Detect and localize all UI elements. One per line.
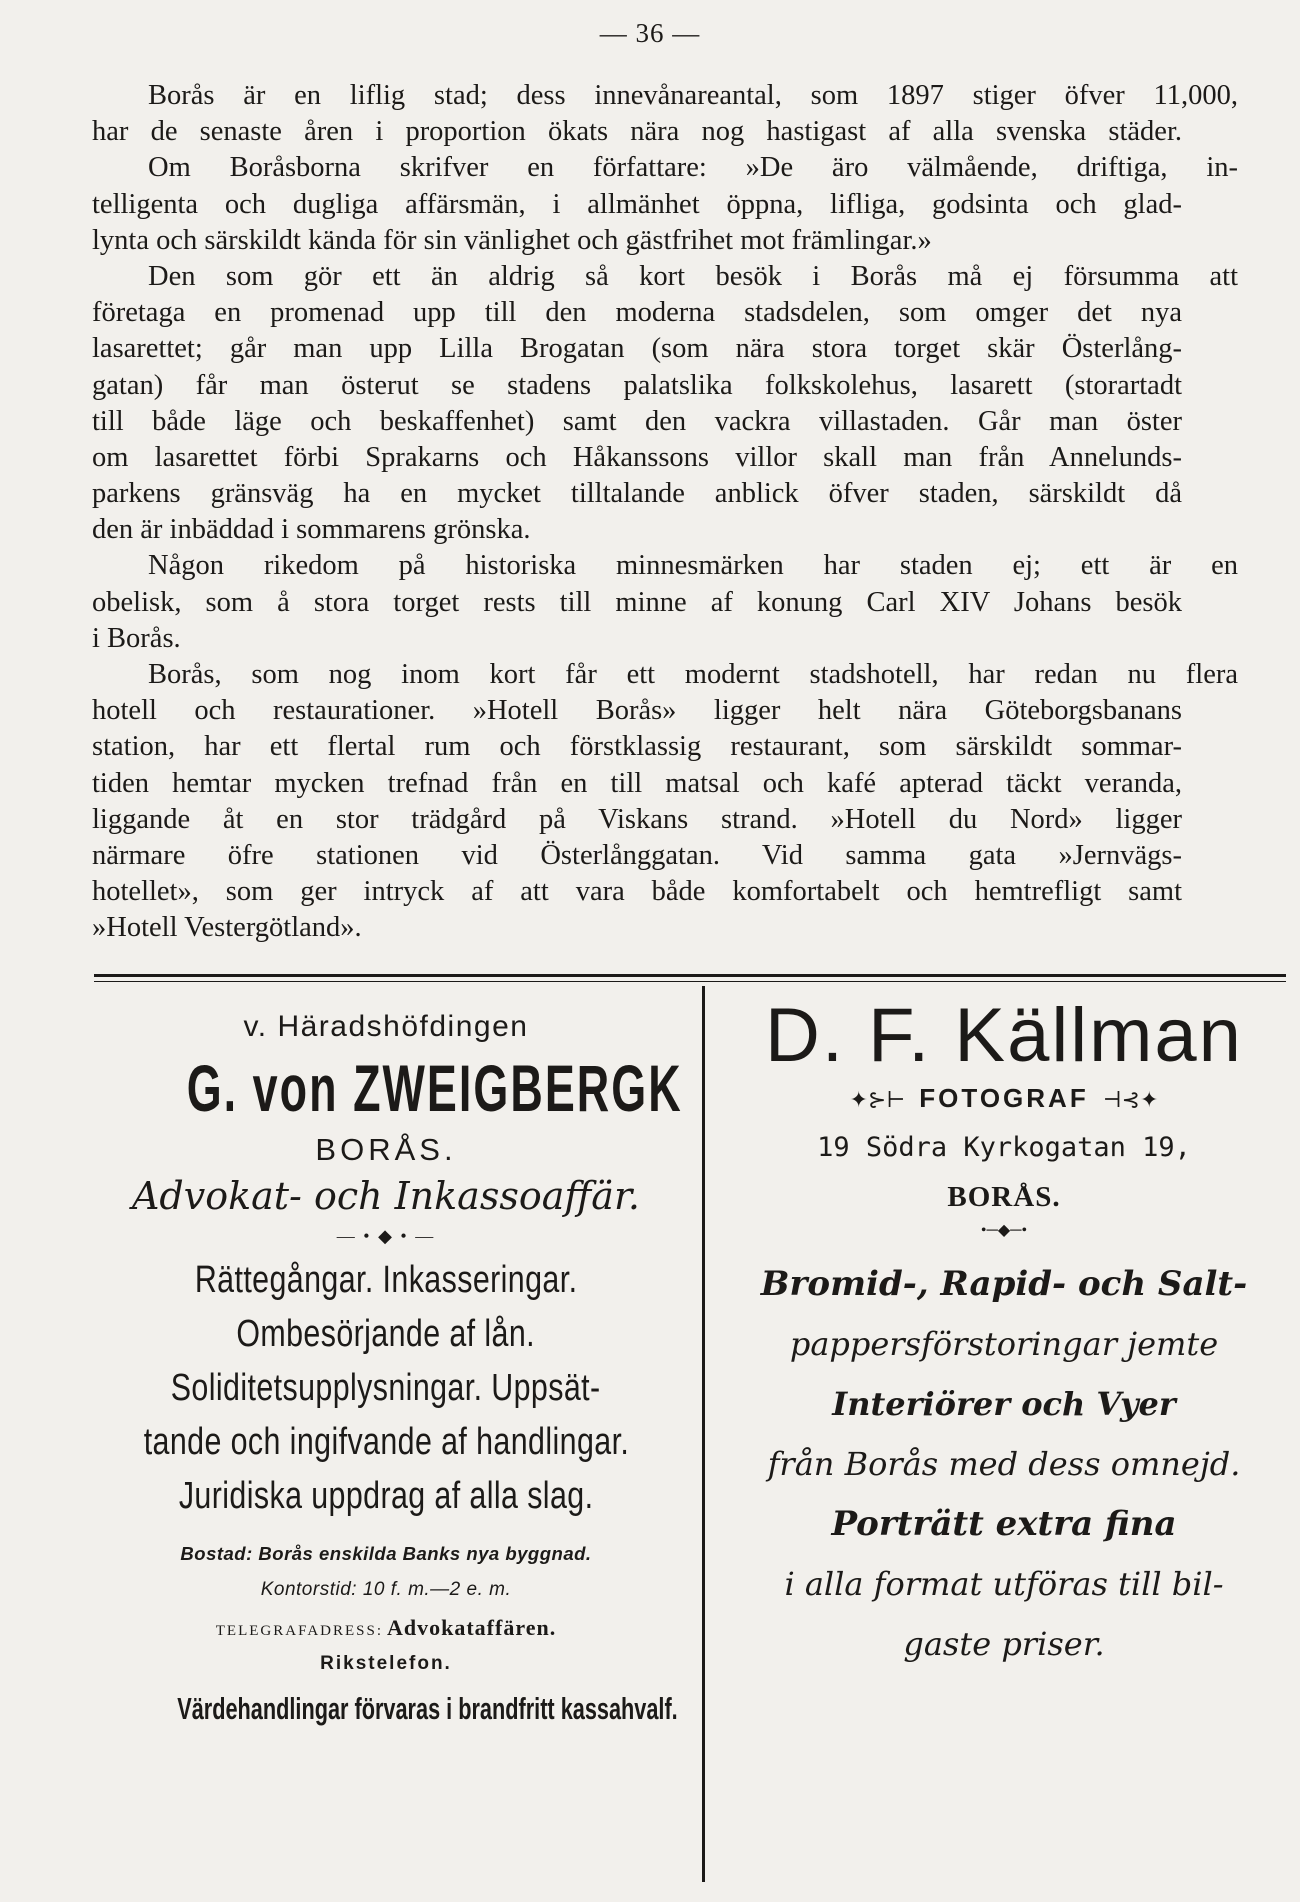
ornament-right-icon: ⊣⊰✦	[1102, 1087, 1159, 1112]
ads-column-divider	[702, 986, 705, 1882]
ad-city: BORÅS.	[315, 1132, 457, 1167]
body-line: »Hotell Vestergötland».	[92, 912, 362, 944]
ad-services	[70, 1259, 702, 1529]
body-line: Den som gör ett än aldrig så kort besök i Borås må ej försumma att	[148, 260, 1238, 292]
ad-telegraph-value: Advokataffären.	[387, 1615, 557, 1640]
body-line: närmare öfre stationen vid Österlånggatan. Vid samma gata »Jernvägs-	[92, 839, 1182, 871]
ad-title-line: v. Häradshöfdingen	[243, 1010, 529, 1043]
body-line: Borås är en liflig stad; dess innevånareantal, som 1897 stiger öfver 11,000,	[148, 80, 1238, 111]
body-line: gatan) får man österut se stadens palatslika folkskolehus, lasarett (storartadt	[92, 369, 1182, 401]
service-line: Rättegångar. Inkasseringar.	[194, 1259, 578, 1301]
body-line: i Borås.	[92, 622, 181, 654]
offering-line: gaste priser.	[903, 1625, 1105, 1663]
body-line: hotell och restaurationer. »Hotell Borås» ligger helt nära Göteborgsbanans	[92, 695, 1182, 727]
body-line: liggande åt en stor trädgård på Viskans strand. »Hotell du Nord» ligger	[92, 803, 1182, 835]
article-body	[92, 78, 1292, 947]
ads-thin-rule	[94, 981, 1286, 982]
ad-name: G. von ZWEIGBERGK	[186, 1051, 683, 1125]
advertisement-zweigbergk	[70, 1000, 702, 1725]
offering-line: i alla format utföras till bil-	[784, 1565, 1224, 1603]
ad-business: Advokat- och Inkassoaffär.	[131, 1174, 641, 1218]
body-line: tiden hemtar mycken trefnad från en till matsal och kafé apterad täckt veranda,	[92, 767, 1182, 799]
ad-address: 19 Södra Kyrkogatan 19,	[817, 1132, 1191, 1163]
body-line: företaga en promenad upp till den moderna stadsdelen, som omger det nya	[92, 297, 1182, 329]
advertisement-kallman	[708, 993, 1300, 1674]
offering-line: pappersförstoringar jemte	[789, 1325, 1219, 1363]
offering-line: Bromid-, Rapid- och Salt-	[760, 1264, 1248, 1304]
body-line: telligenta och dugliga affärsmän, i allmänhet öppna, lifliga, godsinta och glad-	[92, 188, 1182, 220]
ad-footer: Värdehandlingar förvaras i brandfritt kassahvalf.	[177, 1691, 678, 1726]
ad-telegraph-label: TELEGRAFADRESS:	[215, 1623, 383, 1639]
ad-right-divider: •─◆─•	[980, 1222, 1028, 1239]
ads-top-rule	[94, 974, 1286, 977]
body-line: den är inbäddad i sommarens grönska.	[92, 514, 531, 546]
service-line: Juridiska uppdrag af alla slag.	[178, 1475, 594, 1517]
ad-right-offerings	[708, 1254, 1300, 1674]
body-line: lasarettet; går man upp Lilla Brogatan (som nära stora torget skär Österlång-	[92, 333, 1182, 365]
offering-line: Interiörer och Vyer	[832, 1385, 1176, 1423]
ad-office-hours: Kontorstid: 10 f. m.—2 e. m.	[260, 1579, 512, 1600]
body-line: parkens gränsväg ha en mycket tilltalande anblick öfver staden, särskildt då	[92, 478, 1182, 510]
body-line: till både läge och beskaffenhet) samt den vackra villastaden. Går man öster	[92, 405, 1182, 437]
body-line: har de senaste åren i proportion ökats nära nog hastigast af alla svenska städer.	[92, 116, 1182, 148]
offering-line: Porträtt extra fina	[831, 1504, 1177, 1544]
service-line: Ombesörjande af lån.	[236, 1313, 536, 1355]
body-line: hotellet», som ger intryck af att vara både komfortabelt och hemtrefligt samt	[92, 876, 1182, 908]
ad-right-city: BORÅS.	[947, 1181, 1061, 1213]
body-line: obelisk, som å stora torget rests till minne af konung Carl XIV Johans besök	[92, 586, 1182, 618]
body-line: Någon rikedom på historiska minnesmärken har staden ej; ett är en	[148, 550, 1238, 582]
service-line: tande och ingifvande af handlingar.	[143, 1421, 629, 1463]
ad-profession: FOTOGRAF	[919, 1083, 1089, 1113]
offering-line: från Borås med dess omnejd.	[767, 1445, 1241, 1483]
page-number: — 36 —	[599, 18, 701, 48]
ad-residence: Bostad: Borås enskilda Banks nya byggnad.	[180, 1543, 592, 1564]
ornament-left-icon: ✦⊱⊢	[849, 1087, 906, 1112]
body-line: Borås, som nog inom kort får ett modernt stadshotell, har redan nu flera	[148, 659, 1238, 690]
ad-ornament: — • ◆ • —	[336, 1226, 436, 1246]
body-line: Om Boråsborna skrifver en författare: »De äro välmående, driftiga, in-	[148, 152, 1238, 184]
service-line: Soliditetsupplysningar. Uppsät-	[171, 1367, 601, 1409]
body-line: om lasarettet förbi Sprakarns och Håkanssons villor skall man från Annelunds-	[92, 441, 1182, 473]
ad-photographer-name: D. F. Källman	[765, 993, 1243, 1078]
body-line: lynta och särskildt kända för sin vänlighet och gästfrihet mot främlingar.»	[92, 224, 932, 256]
ad-phone: Rikstelefon.	[320, 1653, 452, 1674]
body-line: station, har ett flertal rum och förstklassig restaurant, som särskildt sommar-	[92, 731, 1182, 763]
